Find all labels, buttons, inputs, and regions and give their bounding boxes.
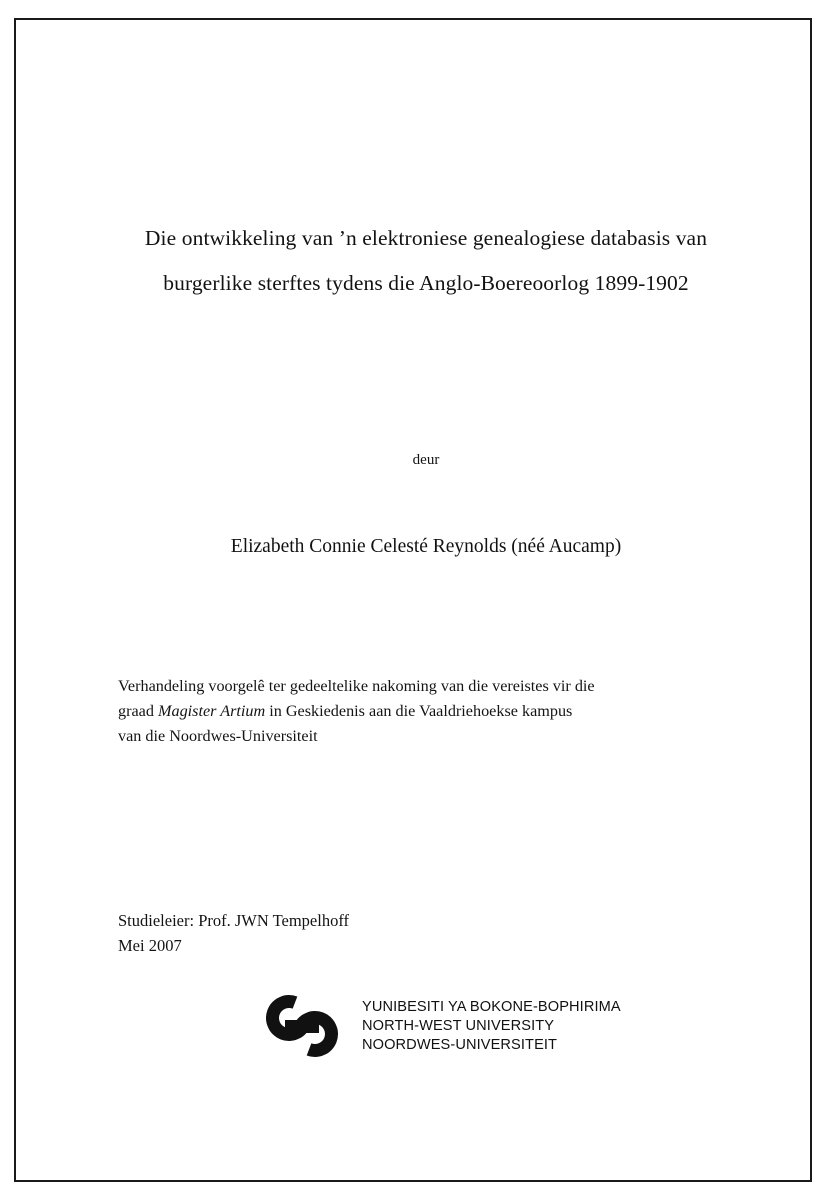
title-page-content <box>106 20 746 1180</box>
statement-line-2-post: in Geskiedenis aan die Vaaldriehoekse kampus <box>265 702 573 720</box>
page-title <box>106 216 746 306</box>
statement-line-3: van die Noordwes-Universiteit <box>118 727 318 745</box>
title-line-2: burgerlike sterftes tydens die Anglo-Boereoorlog 1899-1902 <box>163 271 689 295</box>
logo-text-line-3: NOORDWES-UNIVERSITEIT <box>362 1036 558 1053</box>
university-logo <box>266 986 686 1066</box>
degree-name: Magister Artium <box>158 702 266 720</box>
statement-line-2-pre: graad <box>118 702 158 720</box>
submission-date: Mei 2007 <box>118 936 182 955</box>
author-name: Elizabeth Connie Celesté Reynolds (néé Aucamp) <box>230 536 622 557</box>
supervisor-name: Studieleier: Prof. JWN Tempelhoff <box>118 911 350 930</box>
page-border <box>14 18 812 1182</box>
supervisor-block <box>118 908 618 958</box>
title-line-1: Die ontwikkeling van ’n elektroniese genealogiese databasis van <box>144 226 708 250</box>
statement-line-2 <box>118 699 740 724</box>
statement-line-1: Verhandeling voorgelê ter gedeeltelike nakoming van die vereistes vir die <box>118 677 595 695</box>
logo-text-line-2: NORTH-WEST UNIVERSITY <box>362 1017 555 1034</box>
north-west-university-logo-icon <box>266 993 354 1059</box>
by-word: deur <box>412 452 440 468</box>
logo-text-line-1: YUNIBESITI YA BOKONE-BOPHIRIMA <box>362 998 621 1015</box>
university-logo-text <box>362 998 621 1055</box>
degree-statement <box>118 674 740 749</box>
